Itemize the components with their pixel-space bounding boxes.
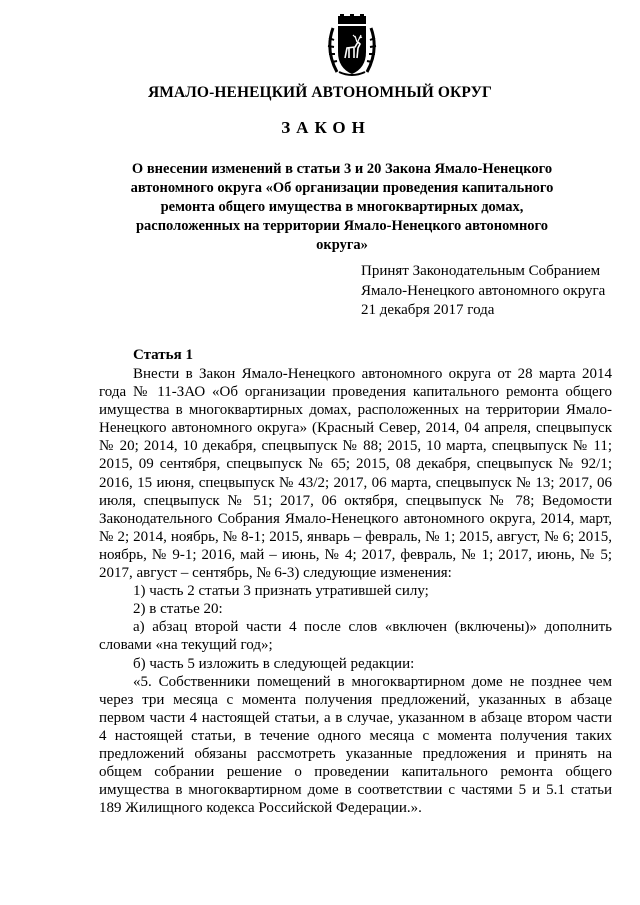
document-type: ЗАКОН: [281, 118, 371, 137]
article-1-heading: Статья 1: [133, 347, 193, 363]
article-1-body: [99, 365, 612, 817]
article-1-item-2a: а) абзац второй части 4 после слов «включен (включены)» дополнить словами «на текущий год»;: [99, 619, 612, 654]
article-1-intro: Внести в Закон Ямало-Ненецкого автономного округа от 28 марта 2014 года № 11-ЗАО «Об организации проведения капитального ремонта общего имущества в многоквартирных домах, расположенных на территории Ямало-Ненецкого автономного округа» (Красный Север, 2014, 04 апреля, спецвыпуск № 20; 2014, 10 декабря, спецвыпуск № 88; 2015, 10 марта, спецвыпуск № 11; 2015, 09 сентября, спецвыпуск № 65; 2015, 08 декабря, спецвыпуск № 92/1; 2016, 15 июня, спецвыпуск № 43/2; 2017, 06 марта, спецвыпуск № 13; 2017, 06 июля, спецвыпуск № 51; 2017, 06 октября, спецвыпуск № 78; Ведомости Законодательного Собрания Ямало-Ненецкого автономного округа, 2014, март, № 2; 2014, ноябрь, № 8-1; 2015, январь – февраль, № 1; 2015, август, № 6; 2015, ноябрь, № 9-1; 2016, май – июнь, № 4; 2017, февраль, № 1; 2017, июнь, № 5; 2017, август – сентябрь, № 6-3) следующие изменения:: [99, 366, 612, 582]
adoption-line-2: Ямало-Ненецкого автономного округа: [361, 282, 606, 299]
law-subject: О внесении изменений в статьи 3 и 20 Закона Ямало-Ненецкого автономного округа «Об организации проведения капитального ремонта общего имущества в многоквартирных домах, расположенных на территории Ямало-Ненецкого автономного округа»: [130, 161, 554, 253]
adoption-date: 21 декабря 2017 года: [361, 302, 495, 318]
article-1-item-1: 1) часть 2 статьи 3 признать утратившей силу;: [133, 583, 429, 600]
region-name: ЯМАЛО-НЕНЕЦКИЙ АВТОНОМНЫЙ ОКРУГ: [147, 84, 493, 101]
adoption-line-1: Принят Законодательным Собранием: [361, 263, 601, 279]
article-1-quote: «5. Собственники помещений в многоквартирном доме не позднее чем через три месяца с момента получения предложений, указанных в абзаце первом части 4 настоящей статьи, а в случае, указанном в абзаце втором части 4 настоящей статьи, в течение одного месяца с момента получения таких предложений обязаны рассмотреть указанные предложения и принять на общем собрании решение о проведении капитального ремонта общего имущества в многоквартирном доме в соответствии с частями 5 и 5.1 статьи 189 Жилищного кодекса Российской Федерации.».: [99, 673, 612, 817]
coat-of-arms-icon: [325, 14, 379, 78]
article-1-item-2: 2) в статье 20:: [133, 601, 223, 618]
adoption-note: [361, 262, 631, 321]
article-1-item-2b: б) часть 5 изложить в следующей редакции:: [133, 655, 415, 672]
